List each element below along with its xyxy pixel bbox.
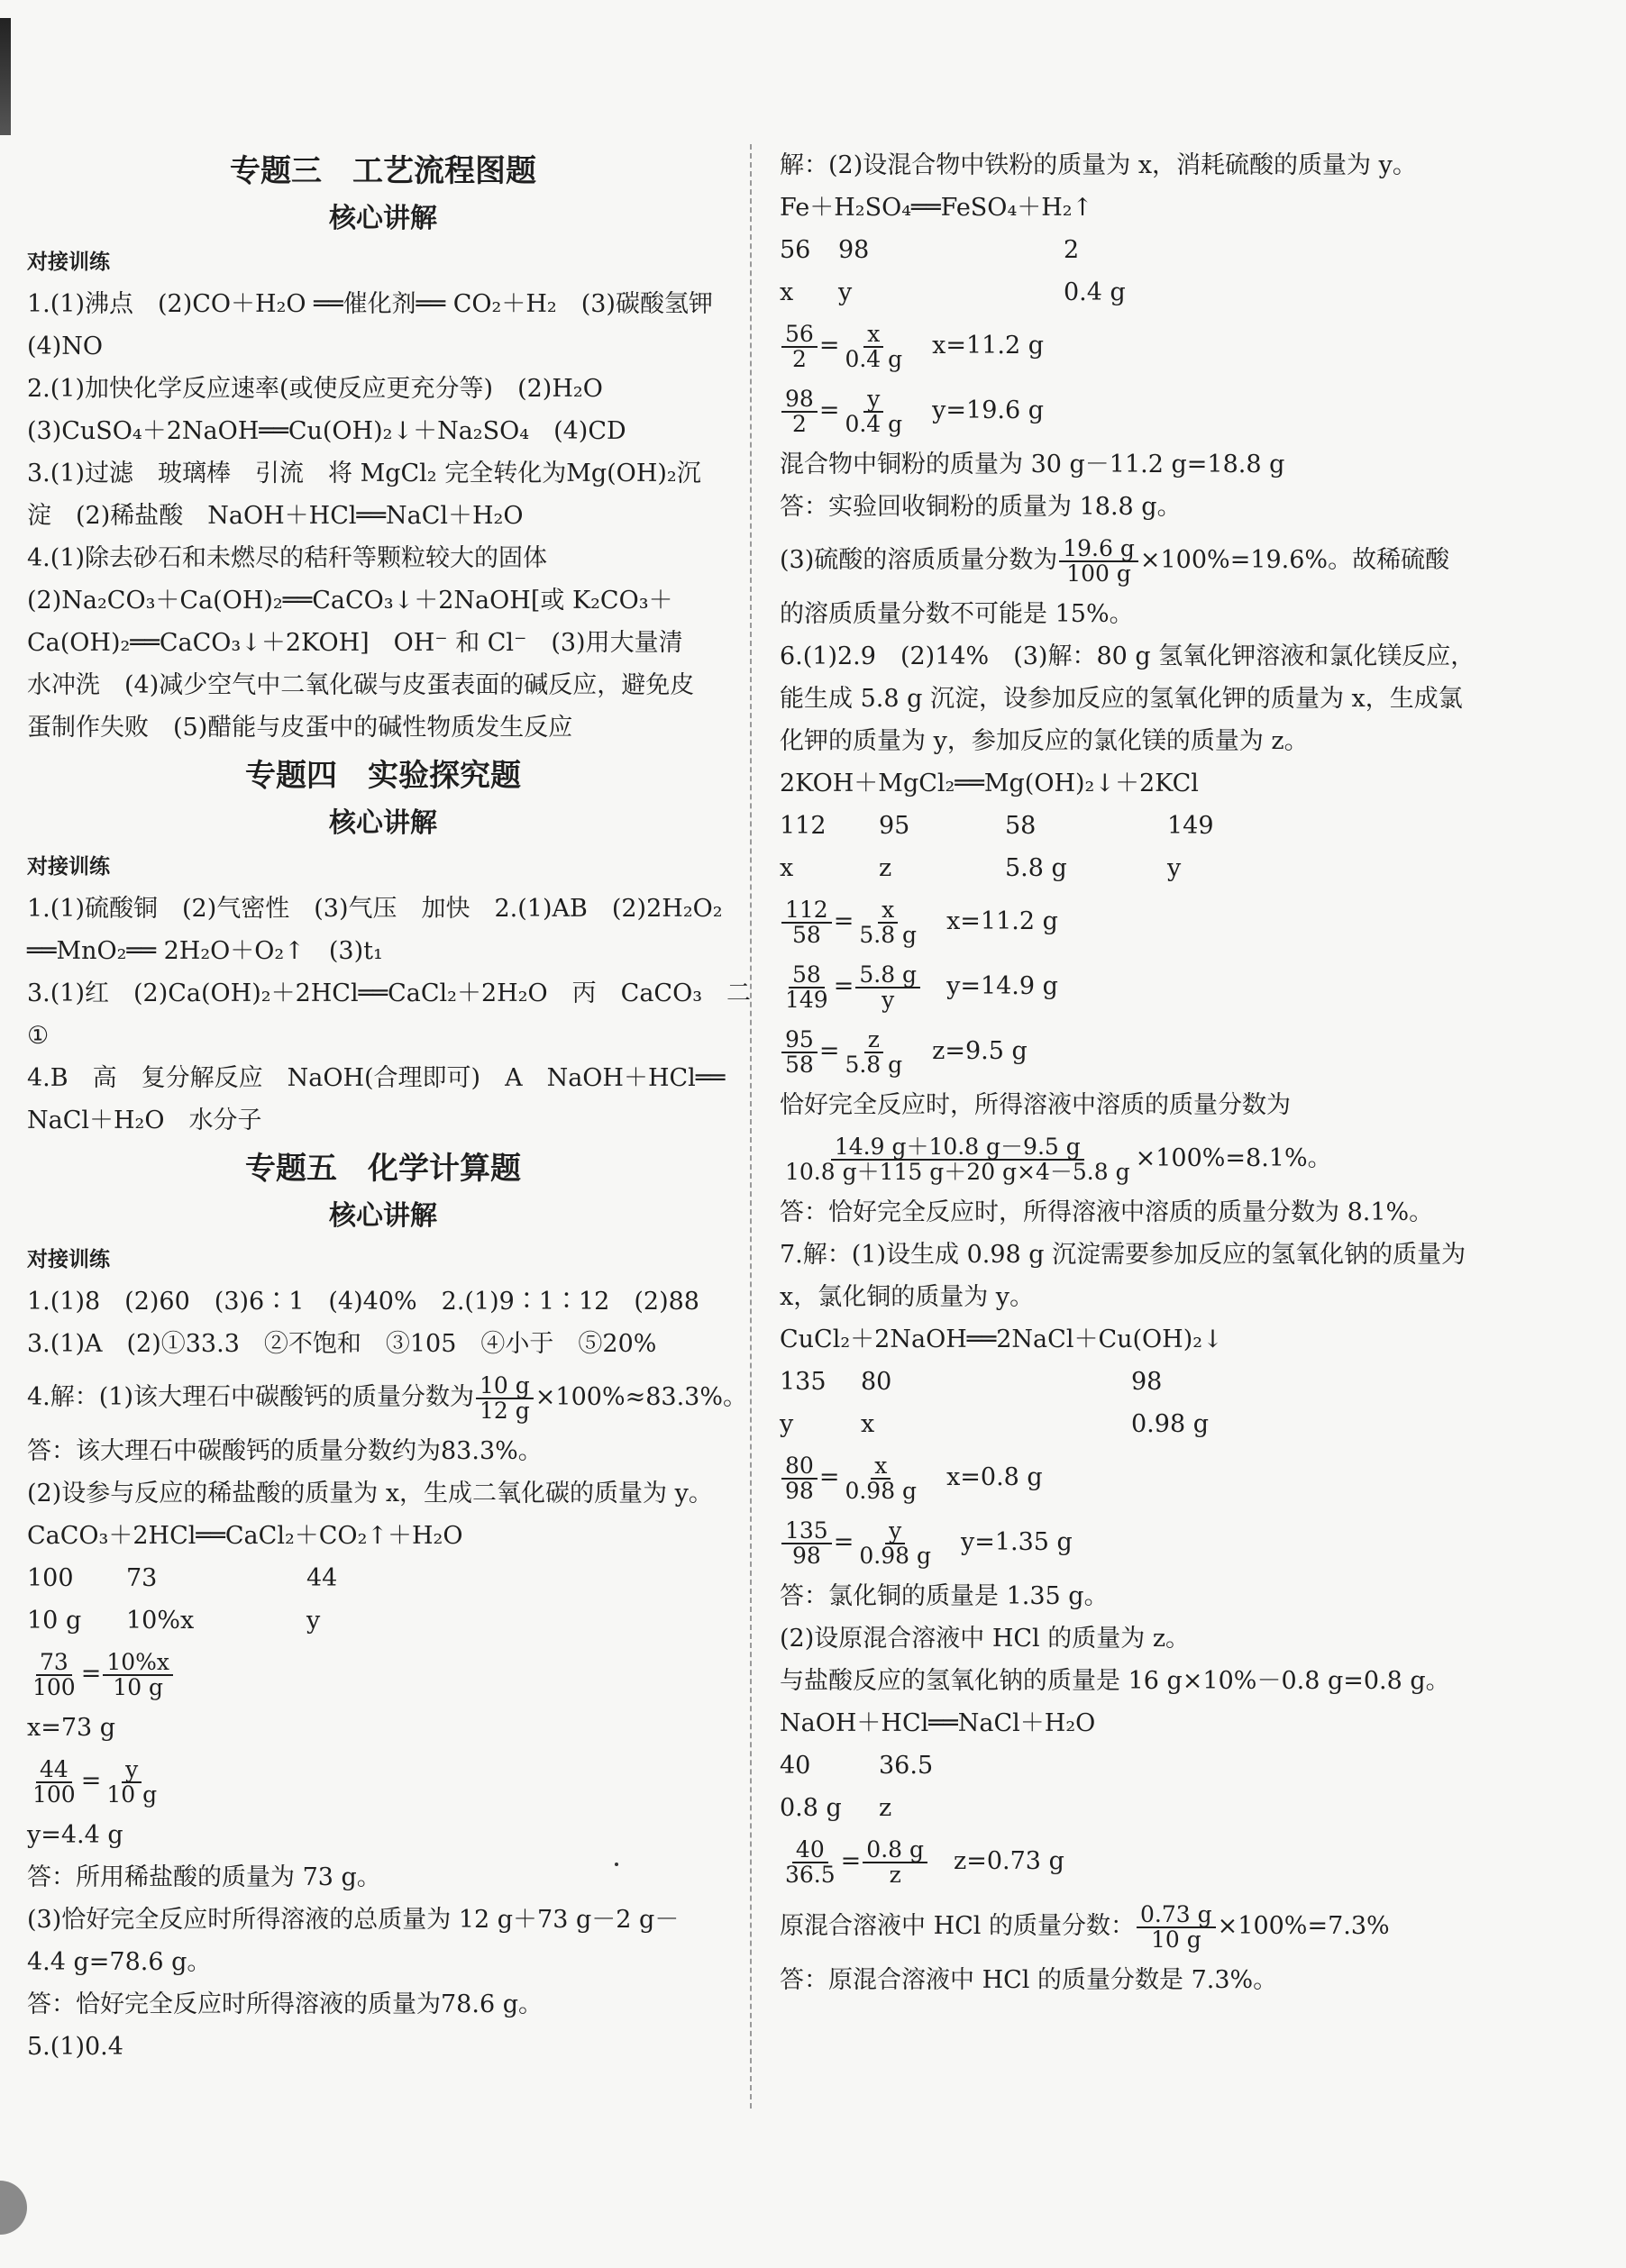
quantity-row	[780, 1403, 1492, 1445]
fraction	[781, 1519, 832, 1568]
denominator: 149	[785, 986, 828, 1013]
numerator: 95	[781, 1028, 818, 1053]
answer-line: 7.解：(1)设生成 0.98 g 沉淀需要参加反应的氢氧化钠的质量为	[780, 1241, 1466, 1269]
answer-line: 1.(1)硫酸铜 (2)气密性 (3)气压 加快 2.(1)AB (2)2H₂O₂	[27, 895, 723, 923]
numerator: 56	[781, 323, 818, 348]
numerator: 80	[781, 1454, 818, 1480]
answer-line: (3)CuSO₄＋2NaOH══Cu(OH)₂↓＋Na₂SO₄ (4)CD	[27, 417, 626, 445]
numerator: y	[885, 1519, 905, 1544]
answer-line: x，氯化铜的质量为 y。	[780, 1283, 1035, 1311]
value: 0.4 g	[1064, 278, 1126, 306]
fraction	[841, 387, 906, 436]
answer-line: 3.(1)过滤 玻璃棒 引流 将 MgCl₂ 完全转化为Mg(OH)₂沉	[27, 460, 701, 487]
mass-fraction-calc	[780, 1126, 1492, 1191]
numerator: 112	[781, 898, 832, 924]
answer-line: (4)NO	[27, 332, 104, 360]
topic-3-subtitle: 核心讲解	[329, 203, 437, 234]
answer-line: (2)设参与反应的稀盐酸的质量为 x，生成二氧化碳的质量为 y。	[27, 1480, 713, 1507]
fraction	[1137, 1900, 1216, 1953]
fraction	[841, 320, 906, 372]
column-divider	[750, 144, 752, 2109]
answer-line: NaCl＋H₂O 水分子	[27, 1107, 262, 1134]
text-fragment: 原混合溶液中 HCl 的质量分数：	[780, 1912, 1136, 1940]
text-fragment: ×100%=19.6%。故稀硫酸	[1139, 546, 1450, 574]
fraction	[781, 1025, 818, 1078]
value: y	[780, 1410, 794, 1438]
denominator: 58	[791, 921, 821, 948]
fraction	[855, 898, 920, 947]
fraction	[781, 320, 818, 372]
fraction	[781, 963, 832, 1012]
answer-line: (3)恰好完全反应时所得溶液的总质量为 12 g＋73 g－2 g－	[27, 1906, 680, 1934]
fraction	[476, 1371, 534, 1424]
topic-4-title: 专题四 实验探究题	[245, 758, 521, 794]
fraction	[781, 1454, 818, 1503]
answer-line: 答：原混合溶液中 HCl 的质量分数是 7.3%。	[780, 1966, 1278, 1994]
fraction	[781, 898, 832, 947]
answer-line-with-fraction	[780, 528, 1492, 593]
value: 44	[306, 1564, 338, 1592]
proportion: $\frac{73}{100}$ = $\frac{10\%x}{10 g}$	[27, 1642, 739, 1707]
value: 73	[126, 1564, 158, 1592]
answer-line: 答：恰好完全反应时，所得溶液中溶质的质量分数为 8.1%。	[780, 1198, 1434, 1226]
answer-line: 答：恰好完全反应时所得溶液的质量为78.6 g。	[27, 1990, 543, 2018]
value: z	[879, 1794, 892, 1822]
quantity-row	[780, 271, 1492, 314]
value: 98	[1131, 1368, 1163, 1396]
result: y=1.35 g	[960, 1528, 1073, 1556]
topic-5-answers	[27, 1280, 747, 2068]
numerator: x	[878, 898, 898, 924]
denominator: 0.4 g	[845, 410, 903, 437]
numerator: 10%x	[103, 1651, 173, 1676]
numerator: 5.8 g	[855, 963, 920, 988]
answer-line-with-fraction	[27, 1365, 747, 1430]
denominator: 0.98 g	[859, 1542, 931, 1569]
proportion: $\frac{56}{2}$ = $\frac{x}{0.4 g}$ x=11.2 g	[780, 314, 1492, 378]
fraction	[855, 963, 920, 1012]
value: 0.98 g	[1131, 1410, 1209, 1438]
value: 56	[780, 236, 811, 264]
denominator: 10 g	[106, 1781, 158, 1808]
answer-line: 4.4 g=78.6 g。	[27, 1948, 212, 1976]
result: z=0.73 g	[954, 1847, 1064, 1875]
coefficient-row	[780, 805, 1492, 847]
denominator: 58	[785, 1051, 814, 1078]
numerator: 73	[36, 1651, 72, 1676]
value: 2	[1064, 236, 1080, 264]
fraction	[103, 1648, 173, 1700]
proportion: $\frac{95}{58}$ = $\frac{z}{5.8 g}$ z=9.5 g	[780, 1019, 1492, 1084]
denominator: 5.8 g	[859, 921, 918, 948]
value: y	[838, 278, 853, 306]
coefficient-row	[780, 1361, 1492, 1403]
numerator: 135	[781, 1519, 832, 1544]
topic-5-title: 专题五 化学计算题	[245, 1151, 521, 1187]
numerator: y	[122, 1758, 142, 1783]
proportion: $\frac{40}{36.5}$ = $\frac{0.8 g}{z}$ z=0.73 g	[780, 1829, 1492, 1894]
right-column	[780, 144, 1492, 2001]
fraction	[29, 1755, 79, 1808]
fraction	[781, 1835, 839, 1888]
text-fragment: ×100%≈83.3%。	[534, 1383, 747, 1411]
numerator: 40	[792, 1838, 828, 1863]
fraction	[855, 1519, 935, 1568]
answer-line: 1.(1)8 (2)60 (3)6∶1 (4)40% 2.(1)9∶1∶12 (2)88	[27, 1288, 699, 1316]
answer-line: 3.(1)A (2)①33.3 ②不饱和 ③105 ④小于 ⑤20%	[27, 1330, 657, 1358]
answer-line: 5.(1)0.4	[27, 2033, 123, 2061]
topic-5-label: 对接训练	[27, 1248, 110, 1271]
answer-line: (2)Na₂CO₃＋Ca(OH)₂══CaCO₃↓＋2NaOH[或 K₂CO₃＋	[27, 587, 673, 615]
denominator: y	[882, 986, 895, 1013]
answer-line: 蛋制作失败 (5)醋能与皮蛋中的碱性物质发生反应	[27, 714, 573, 742]
denominator: 100	[32, 1781, 76, 1808]
answer-line: 4.B 高 复分解反应 NaOH(合理即可) A NaOH＋HCl══	[27, 1064, 726, 1092]
fraction	[781, 1135, 1134, 1184]
answer-line: 1.(1)沸点 (2)CO＋H₂O ══催化剂══ CO₂＋H₂ (3)碳酸氢钾	[27, 290, 713, 318]
text-fragment: (3)硫酸的溶质质量分数为	[780, 546, 1058, 574]
proportion: $\frac{112}{58}$ = $\frac{x}{5.8 g}$ x=11.2 g	[780, 889, 1492, 954]
result: x=11.2 g	[932, 332, 1044, 360]
fraction	[103, 1755, 160, 1808]
value: 40	[780, 1752, 811, 1780]
result: y=14.9 g	[946, 972, 1058, 1000]
answer-line: y=4.4 g	[27, 1821, 123, 1849]
topic-4-label: 对接训练	[27, 855, 110, 879]
numerator: 19.6 g	[1059, 537, 1138, 562]
topic-3-answers	[27, 283, 739, 749]
denominator: 10 g	[113, 1673, 164, 1700]
fraction	[863, 1835, 927, 1888]
topic-3-label: 对接训练	[27, 250, 110, 274]
numerator: z	[864, 1028, 883, 1053]
numerator: 0.8 g	[863, 1838, 927, 1863]
answer-line: 能生成 5.8 g 沉淀，设参加反应的氢氧化钾的质量为 x，生成氯	[780, 685, 1463, 713]
value: 10 g	[27, 1607, 82, 1635]
answer-line: 恰好完全反应时，所得溶液中溶质的质量分数为	[780, 1091, 1291, 1119]
result: y=19.6 g	[932, 396, 1045, 424]
numerator: 14.9 g＋10.8 g－9.5 g	[831, 1135, 1084, 1161]
answer-line: (2)设原混合溶液中 HCl 的质量为 z。	[780, 1625, 1191, 1653]
denominator: 0.4 g	[845, 345, 903, 372]
equation-line: CaCO₃＋2HCl══CaCl₂＋CO₂↑＋H₂O	[27, 1522, 463, 1550]
value: 95	[879, 812, 910, 840]
equation-line: CuCl₂＋2NaOH══2NaCl＋Cu(OH)₂↓	[780, 1325, 1223, 1353]
fraction	[841, 1025, 906, 1078]
numerator: 98	[781, 387, 818, 413]
value: 58	[1005, 812, 1037, 840]
numerator: y	[863, 387, 883, 413]
answer-line: 6.(1)2.9 (2)14% (3)解：80 g 氢氧化钾溶液和氯化镁反应，	[780, 642, 1475, 670]
answer-line: 答：氯化铜的质量是 1.35 g。	[780, 1582, 1109, 1610]
answer-line: 答：所用稀盐酸的质量为 73 g。	[27, 1863, 381, 1891]
value: 80	[861, 1368, 892, 1396]
answer-line: 解：(2)设混合物中铁粉的质量为 x，消耗硫酸的质量为 y。	[780, 151, 1417, 179]
answer-line: 答：实验回收铜粉的质量为 18.8 g。	[780, 493, 1182, 521]
quantity-row	[27, 1599, 739, 1642]
fraction	[1059, 534, 1138, 587]
value: 112	[780, 812, 827, 840]
numerator: 0.73 g	[1137, 1903, 1216, 1928]
answer-line: 答：该大理石中碳酸钙的质量分数约为83.3%。	[27, 1437, 543, 1465]
answer-line: ══MnO₂══ 2H₂O＋O₂↑ (3)t₁	[27, 937, 383, 965]
quantity-row	[780, 847, 1492, 889]
value: y	[1167, 854, 1182, 882]
numerator: 44	[36, 1758, 72, 1783]
denominator: 100	[32, 1673, 76, 1700]
result: z=9.5 g	[932, 1037, 1028, 1065]
coefficient-row	[27, 1557, 739, 1599]
denominator: 100 g	[1066, 560, 1131, 587]
numerator: x	[863, 323, 883, 348]
denominator: 98	[791, 1542, 821, 1569]
answer-line: Ca(OH)₂══CaCO₃↓＋2KOH] OH⁻ 和 Cl⁻ (3)用大量清	[27, 629, 683, 657]
denominator: 10 g	[1150, 1926, 1201, 1953]
numerator: x	[871, 1454, 891, 1480]
denominator: 10.8 g＋115 g＋20 g×4－5.8 g	[785, 1158, 1130, 1185]
answer-line: x=73 g	[27, 1714, 116, 1742]
value: x	[861, 1410, 875, 1438]
value: 98	[838, 236, 870, 264]
answer-line: 混合物中铜粉的质量为 30 g－11.2 g=18.8 g	[780, 451, 1285, 478]
value: x	[780, 854, 794, 882]
value: 100	[27, 1564, 74, 1592]
proportion: $\frac{98}{2}$ = $\frac{y}{0.4 g}$ y=19.6 g	[780, 378, 1492, 443]
answer-line: 化钾的质量为 y，参加反应的氯化镁的质量为 z。	[780, 727, 1309, 755]
answer-line: 的溶质质量分数不可能是 15%。	[780, 600, 1134, 628]
numerator: 58	[789, 963, 825, 988]
proportion: $\frac{44}{100}$ = $\frac{y}{10 g}$	[27, 1749, 739, 1814]
answer-line: 3.(1)红 (2)Ca(OH)₂＋2HCl══CaCl₂＋2H₂O 丙 CaCO₃ 二	[27, 979, 752, 1007]
denominator: 5.8 g	[845, 1051, 903, 1078]
value: 5.8 g	[1005, 854, 1067, 882]
value: 36.5	[879, 1752, 934, 1780]
denominator: 12 g	[480, 1397, 530, 1424]
topic-5-subtitle: 核心讲解	[329, 1200, 437, 1232]
topic-3-title: 专题三 工艺流程图题	[230, 153, 536, 189]
denominator: z	[889, 1861, 901, 1888]
value: 149	[1167, 812, 1214, 840]
coefficient-row	[780, 229, 1492, 271]
value: 0.8 g	[780, 1794, 842, 1822]
answer-line: 水冲洗 (4)减少空气中二氧化碳与皮蛋表面的碱反应，避免皮	[27, 671, 695, 699]
text-fragment: ×100%=7.3%	[1217, 1912, 1390, 1940]
coefficient-row	[780, 1744, 1492, 1787]
result: x=11.2 g	[946, 907, 1058, 935]
left-column	[27, 144, 752, 2068]
answer-line: ①	[27, 1022, 50, 1050]
value: 10%x	[126, 1607, 195, 1635]
denominator: 2	[791, 410, 807, 437]
denominator: 0.98 g	[845, 1477, 918, 1504]
numerator: 10 g	[476, 1374, 534, 1399]
fraction	[29, 1648, 79, 1700]
proportion: $\frac{135}{98}$ = $\frac{y}{0.98 g}$ y=1.35 g	[780, 1510, 1492, 1575]
text-fragment: ×100%=8.1%。	[1135, 1144, 1332, 1172]
denominator: 2	[791, 345, 807, 372]
topic-4-subtitle: 核心讲解	[329, 807, 437, 839]
page-edge-mark	[0, 18, 11, 135]
page-number-tab	[0, 2181, 27, 2235]
value: z	[879, 854, 892, 882]
result: x=0.8 g	[946, 1463, 1043, 1491]
denominator: 98	[785, 1477, 814, 1504]
fraction	[781, 387, 818, 436]
equation-line: Fe＋H₂SO₄══FeSO₄＋H₂↑	[780, 194, 1093, 222]
value: x	[780, 278, 794, 306]
proportion: $\frac{58}{149}$ = $\frac{5.8 g}{y}$ y=14.9 g	[780, 954, 1492, 1019]
answer-line: 2.(1)加快化学反应速率(或使反应更充分等) (2)H₂O	[27, 375, 603, 403]
answer-line-with-fraction	[780, 1894, 1492, 1959]
answer-line: 淀 (2)稀盐酸 NaOH＋HCl══NaCl＋H₂O	[27, 502, 524, 530]
answer-line: 与盐酸反应的氢氧化钠的质量是 16 g×10%－0.8 g=0.8 g。	[780, 1667, 1450, 1695]
answer-line: 4.(1)除去砂石和未燃尽的秸秆等颗粒较大的固体	[27, 544, 548, 572]
equation-line: NaOH＋HCl══NaCl＋H₂O	[780, 1709, 1096, 1737]
value: 135	[780, 1368, 827, 1396]
topic-4-answers	[27, 888, 752, 1142]
equation-line: 2KOH＋MgCl₂══Mg(OH)₂↓＋2KCl	[780, 770, 1199, 797]
fraction	[841, 1454, 920, 1503]
proportion: $\frac{80}{98}$ = $\frac{x}{0.98 g}$ x=0.8 g	[780, 1445, 1492, 1510]
value: y	[306, 1607, 321, 1635]
denominator: 36.5	[785, 1861, 836, 1888]
text-fragment: 4.解：(1)该大理石中碳酸钙的质量分数为	[27, 1383, 475, 1411]
quantity-row	[780, 1787, 1492, 1829]
